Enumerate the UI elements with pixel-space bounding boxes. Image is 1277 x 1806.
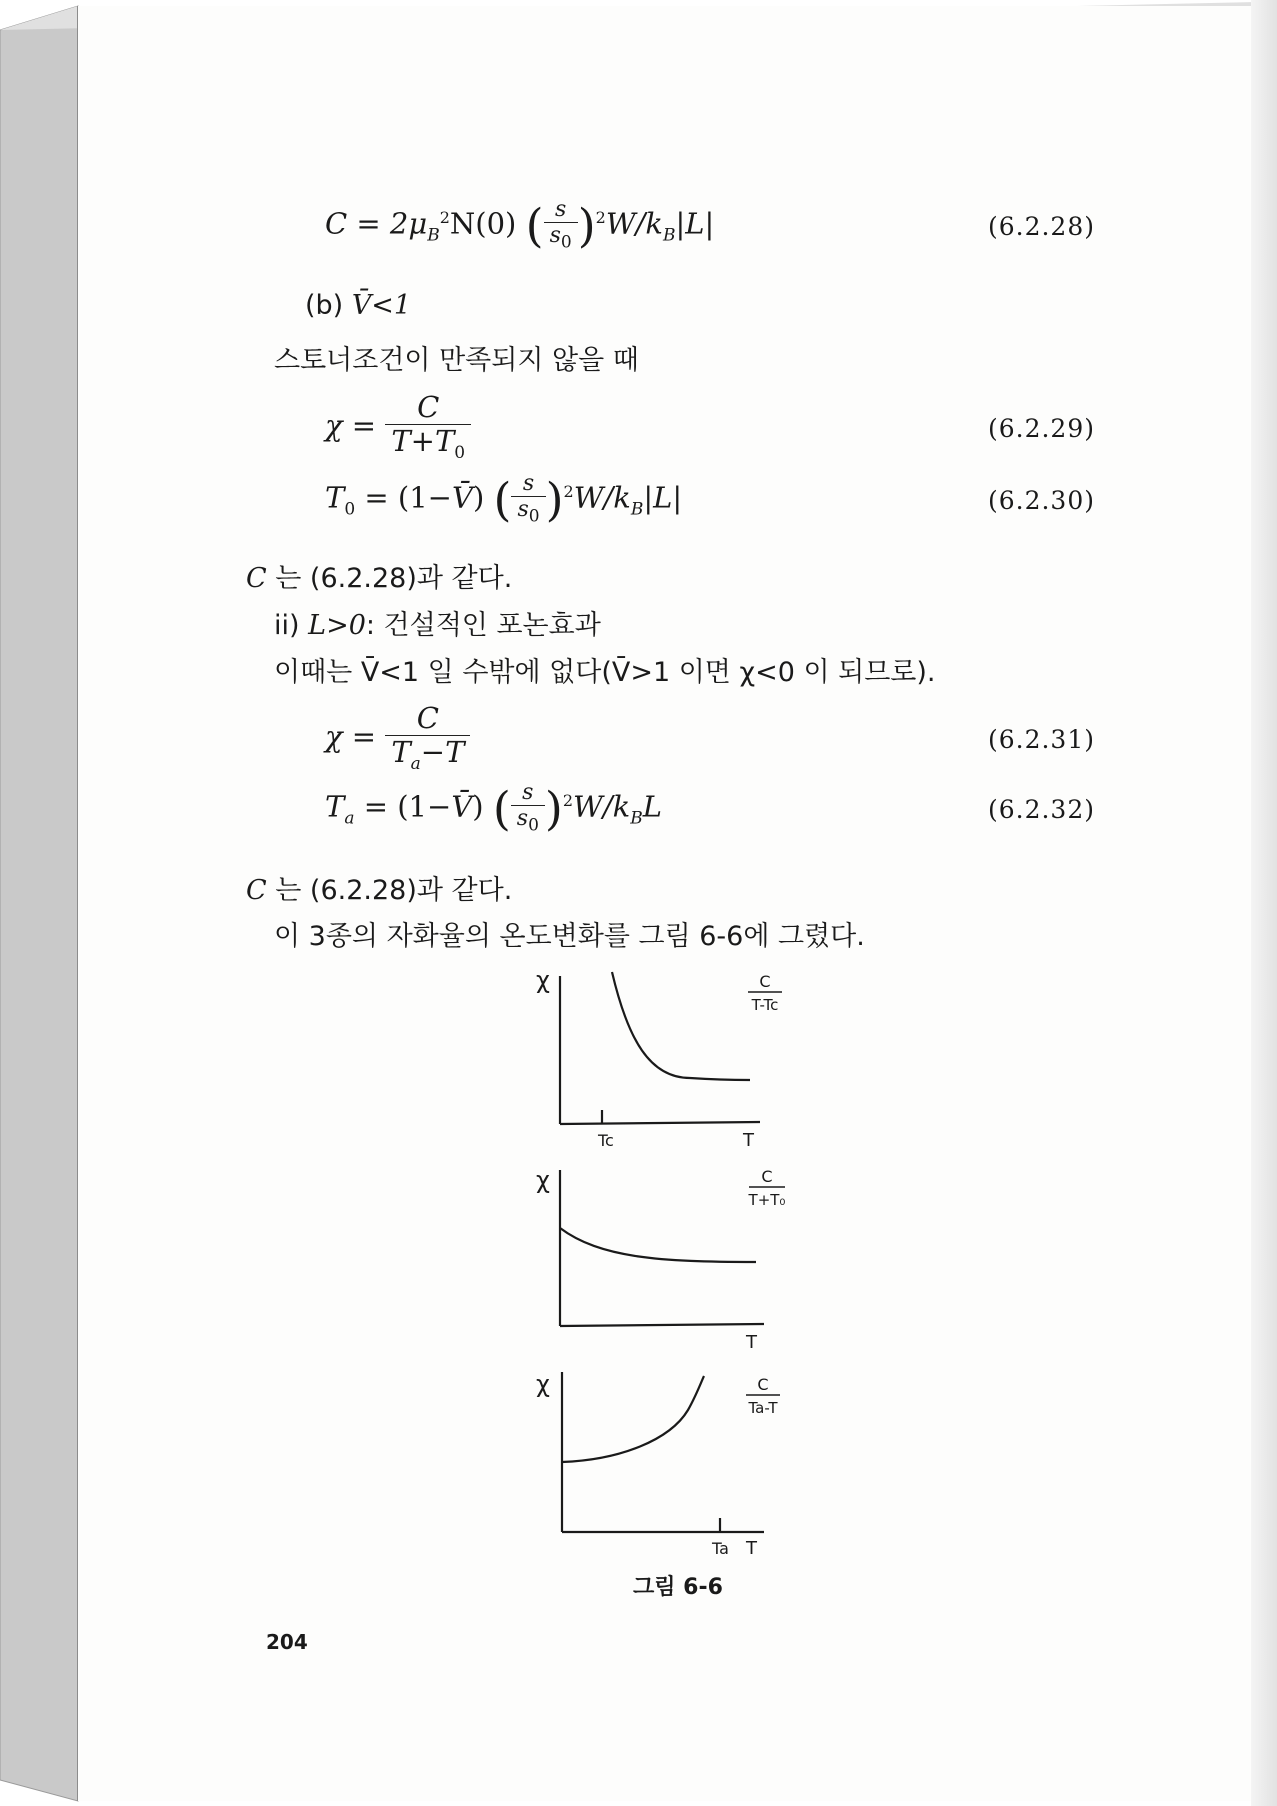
case-ii-description: : 건설적인 포논효과	[365, 610, 601, 641]
tick-label: Ta	[712, 1539, 729, 1558]
panel-phonon	[536, 1370, 780, 1559]
figure-6-6	[520, 960, 820, 1560]
equation-number: (6.2.29)	[987, 414, 1095, 443]
c-same-line-2: C 는 (6.2.28)과 같다.	[246, 875, 513, 906]
formula-denominator: T+T₀	[748, 1191, 786, 1209]
y-axis-label: χ	[536, 1166, 550, 1194]
x-axis-label: T	[746, 1538, 757, 1559]
equation-6-2-30: $T_0$ = (1−V̄) ( $\frac{s}{s_0}$ )$^2W/k_B|L|$ (6.2.30)	[325, 471, 1095, 527]
formula-numerator: C	[759, 972, 771, 991]
panel-nonstoner	[536, 1166, 785, 1353]
page-number: 204	[266, 1630, 308, 1654]
stoner-condition-text: 스토너조건이 만족되지 않을 때	[274, 345, 639, 376]
case-ii-condition: L>0	[308, 610, 366, 641]
case-b-heading	[305, 290, 411, 321]
three-kinds-text: 이 3종의 자화율의 온도변화를 그림 6-6에 그렸다.	[274, 921, 865, 952]
equation-number: (6.2.32)	[987, 795, 1095, 824]
equation-number: (6.2.30)	[987, 486, 1095, 515]
x-axis-label: T	[743, 1130, 754, 1151]
case-b-condition: V̄<1	[351, 290, 412, 321]
case-ii-heading	[274, 603, 601, 642]
curve-nonstoner	[560, 1228, 756, 1262]
case-ii-label: ii)	[274, 610, 300, 641]
equation-6-2-29: χ = $\frac{C}{T+T_0}$ (6.2.29)	[325, 390, 1095, 463]
curve-ferro	[612, 972, 750, 1080]
tick-label: Tc	[598, 1131, 614, 1150]
equation-6-2-32: $T_a$ = (1−V̄) ( $\frac{s}{s_0}$ )$^2W/k_BL$ (6.2.32)	[325, 780, 1095, 836]
case-b-label: (b)	[305, 290, 344, 321]
figure-caption: 그림 6-6	[633, 1575, 723, 1600]
equation-6-2-28: $C = 2\mu_B^2N(0)$ ( $\frac{s}{s_0}$ )$^2W/k_B|L|$ (6.2.28)	[325, 197, 1095, 253]
formula-denominator: T-Tc	[751, 996, 779, 1014]
then-condition-text: 이때는 V̄<1 일 수밖에 없다(V̄>1 이면 χ<0 이 되므로).	[274, 657, 936, 688]
formula-denominator: Ta-T	[748, 1399, 778, 1417]
y-axis-label: χ	[536, 1370, 550, 1398]
equation-number: (6.2.28)	[987, 212, 1095, 241]
x-axis	[560, 1122, 760, 1124]
formula-numerator: C	[761, 1167, 773, 1186]
curve-phonon	[562, 1376, 704, 1462]
c-same-line-1: C 는 (6.2.28)과 같다.	[246, 563, 513, 594]
x-axis	[560, 1324, 764, 1326]
formula-numerator: C	[757, 1375, 769, 1394]
equation-number: (6.2.31)	[987, 725, 1095, 754]
equation-6-2-31: χ = $\frac{C}{T_a-T}$ (6.2.31)	[325, 701, 1095, 774]
page-edge-shadow	[1251, 0, 1277, 1806]
x-axis-label: T	[746, 1332, 757, 1353]
y-axis-label: χ	[536, 966, 550, 994]
panel-ferromagnetic	[536, 966, 782, 1151]
